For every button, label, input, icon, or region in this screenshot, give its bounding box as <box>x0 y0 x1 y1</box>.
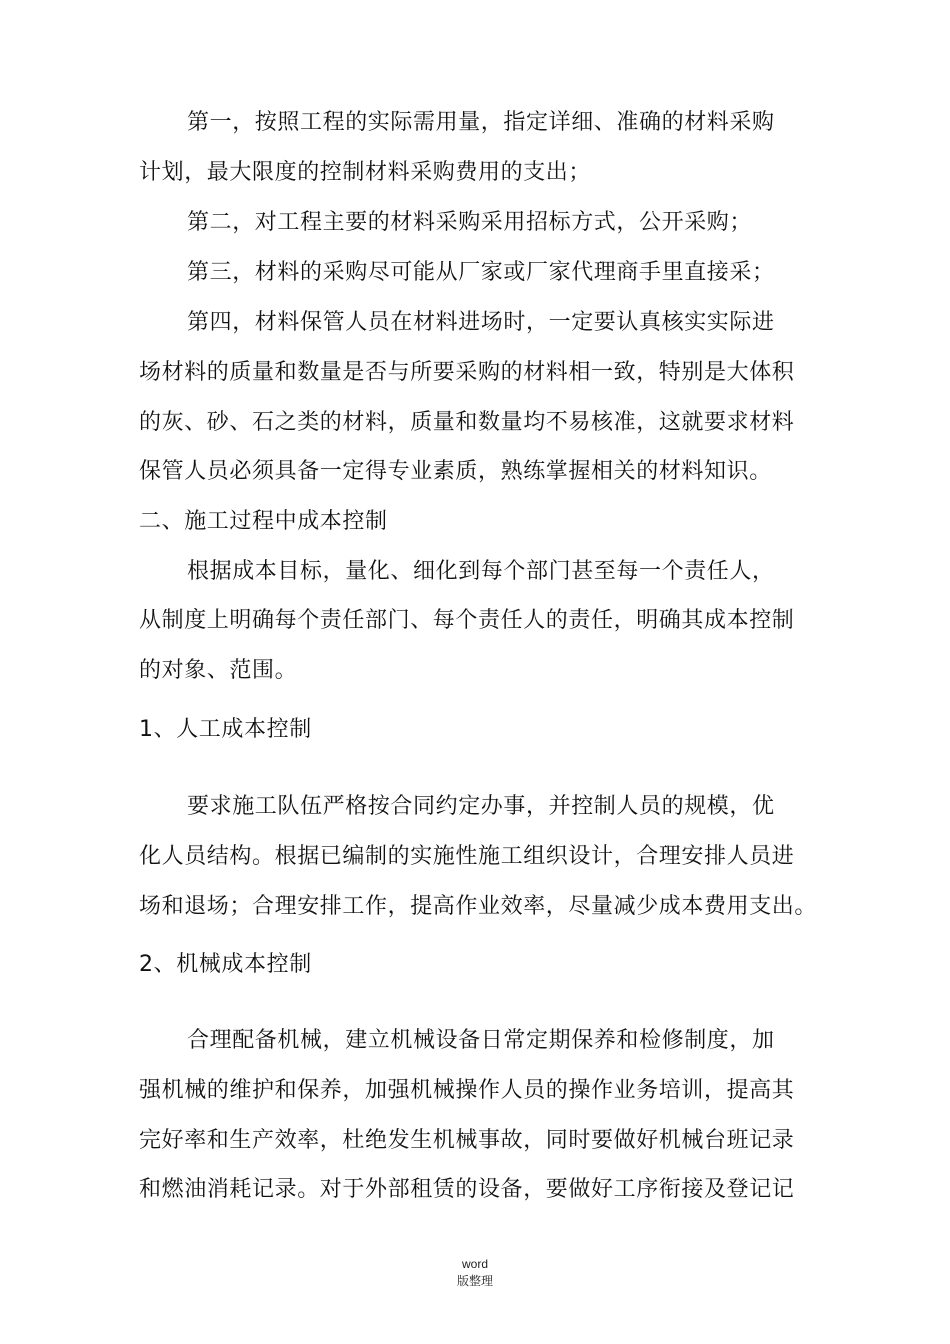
footer-line-1: word <box>461 1257 488 1271</box>
footer-line-2: 版整理 <box>456 1274 493 1288</box>
paragraph-6-line-2: 化人员结构。根据已编制的实施性施工组织设计，合理安排人员进 <box>139 844 795 869</box>
paragraph-7-line-3: 完好率和生产效率，杜绝发生机械事故，同时要做好机械台班记录 <box>139 1128 795 1153</box>
paragraph-4-line-4: 保管人员必须具备一定得专业素质，熟练掌握相关的材料知识。 <box>139 459 772 484</box>
paragraph-7-line-2: 强机械的维护和保养，加强机械操作人员的操作业务培训，提高其 <box>139 1078 795 1103</box>
paragraph-2: 第二，对工程主要的材料采购采用招标方式，公开采购； <box>187 210 753 235</box>
paragraph-1-line-2: 计划，最大限度的控制材料采购费用的支出； <box>139 160 592 185</box>
paragraph-4-line-2: 场材料的质量和数量是否与所要采购的材料相一致，特别是大体积 <box>139 360 795 385</box>
paragraph-4-line-3: 的灰、砂、石之类的材料，质量和数量均不易核准，这就要求材料 <box>139 410 795 435</box>
paragraph-1-line-1: 第一，按照工程的实际需用量，指定详细、准确的材料采购 <box>187 110 775 135</box>
paragraph-6-line-1: 要求施工队伍严格按合同约定办事，并控制人员的规模，优 <box>187 794 775 819</box>
paragraph-7-line-4: 和燃油消耗记录。对于外部租赁的设备，要做好工序衔接及登记记 <box>139 1177 795 1202</box>
paragraph-6-line-3: 场和退场；合理安排工作，提高作业效率，尽量减少成本费用支出。 <box>139 894 818 919</box>
paragraph-4-line-1: 第四，材料保管人员在材料进场时，一定要认真核实实际进 <box>187 310 775 335</box>
section-heading: 二、施工过程中成本控制 <box>139 509 388 534</box>
paragraph-3: 第三，材料的采购尽可能从厂家或厂家代理商手里直接采； <box>187 260 775 285</box>
paragraph-5-line-3: 的对象、范围。 <box>139 658 298 683</box>
subsection-heading-1: 1、人工成本控制 <box>139 717 312 742</box>
subsection-heading-2: 2、机械成本控制 <box>139 952 312 977</box>
paragraph-5-line-1: 根据成本目标，量化、细化到每个部门甚至每一个责任人， <box>187 559 775 584</box>
paragraph-5-line-2: 从制度上明确每个责任部门、每个责任人的责任，明确其成本控制 <box>139 608 795 633</box>
paragraph-7-line-1: 合理配备机械，建立机械设备日常定期保养和检修制度，加 <box>187 1028 775 1053</box>
